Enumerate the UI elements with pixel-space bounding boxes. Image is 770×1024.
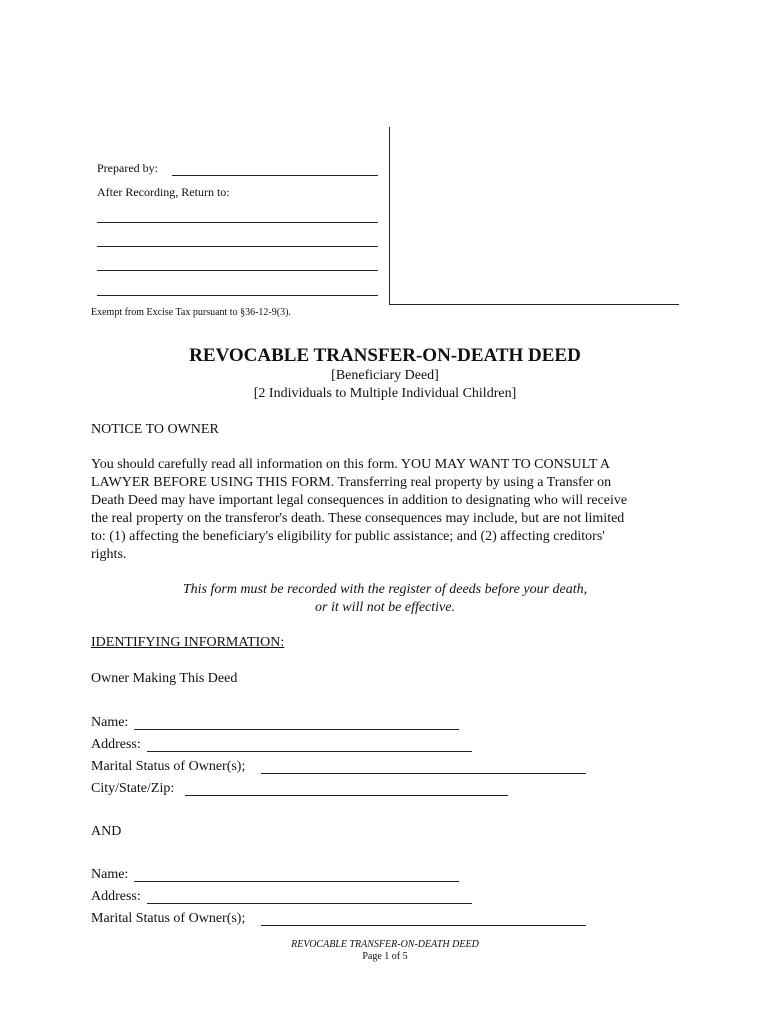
prepared-by-line[interactable] [172,175,378,176]
record-warning-line-2: or it will not be effective. [315,600,455,615]
owner1-name-field[interactable] [134,729,459,730]
owner-heading: Owner Making This Deed [91,671,238,686]
owner1-name-label: Name: [91,715,129,730]
notice-line: Death Deed may have important legal consequences in addition to designating who will receive [91,493,628,508]
prepared-by-row [97,161,158,176]
owner1-marital-field[interactable] [261,773,586,774]
document-title: REVOCABLE TRANSFER-ON-DEATH DEED [189,345,581,366]
exempt-note: Exempt from Excise Tax pursuant to §36-12-9(3). [91,307,291,318]
return-to-line-2[interactable] [97,246,378,247]
return-to-line-4[interactable] [97,295,378,296]
owner2-marital-label: Marital Status of Owner(s); [91,911,246,926]
record-warning-line-1: This form must be recorded with the register of deeds before your death, [182,582,588,597]
return-to-line-1[interactable] [97,222,378,223]
return-to-line-3[interactable] [97,270,378,271]
owner2-name-label: Name: [91,867,129,882]
notice-line: the real property on the transferor's death. These consequences may include, but are not limited [91,511,625,526]
after-recording-label: After Recording, Return to: [97,185,230,199]
recording-box-bottom-border [389,304,679,305]
recording-box-left-border [389,127,390,304]
document-subtitle-1: [Beneficiary Deed] [331,368,439,383]
notice-line: LAWYER BEFORE USING THIS FORM. Transferring real property by using a Transfer on [91,475,612,490]
identifying-heading: IDENTIFYING INFORMATION: [91,635,285,650]
owner1-city-label: City/State/Zip: [91,781,175,796]
owner2-name-field[interactable] [134,881,459,882]
owner1-address-label: Address: [91,737,141,752]
owner2-address-field[interactable] [147,903,472,904]
owner2-address-label: Address: [91,889,141,904]
owner2-marital-field[interactable] [261,925,586,926]
prepared-by-label: Prepared by: [97,161,158,175]
notice-line: to: (1) affecting the beneficiary's eligibility for public assistance; and (2) affecting creditors' [91,529,605,544]
owner1-city-field[interactable] [185,795,508,796]
footer-page-number: Page 1 of 5 [362,951,408,962]
footer-title: REVOCABLE TRANSFER-ON-DEATH DEED [291,939,479,950]
notice-heading: NOTICE TO OWNER [91,422,219,437]
notice-line: rights. [91,547,127,562]
and-label: AND [91,824,122,839]
owner1-address-field[interactable] [147,751,472,752]
notice-paragraph [91,456,691,564]
owner1-marital-label: Marital Status of Owner(s); [91,759,246,774]
document-subtitle-2: [2 Individuals to Multiple Individual Children] [253,386,517,401]
notice-line: You should carefully read all information on this form. YOU MAY WANT TO CONSULT A [91,457,611,472]
